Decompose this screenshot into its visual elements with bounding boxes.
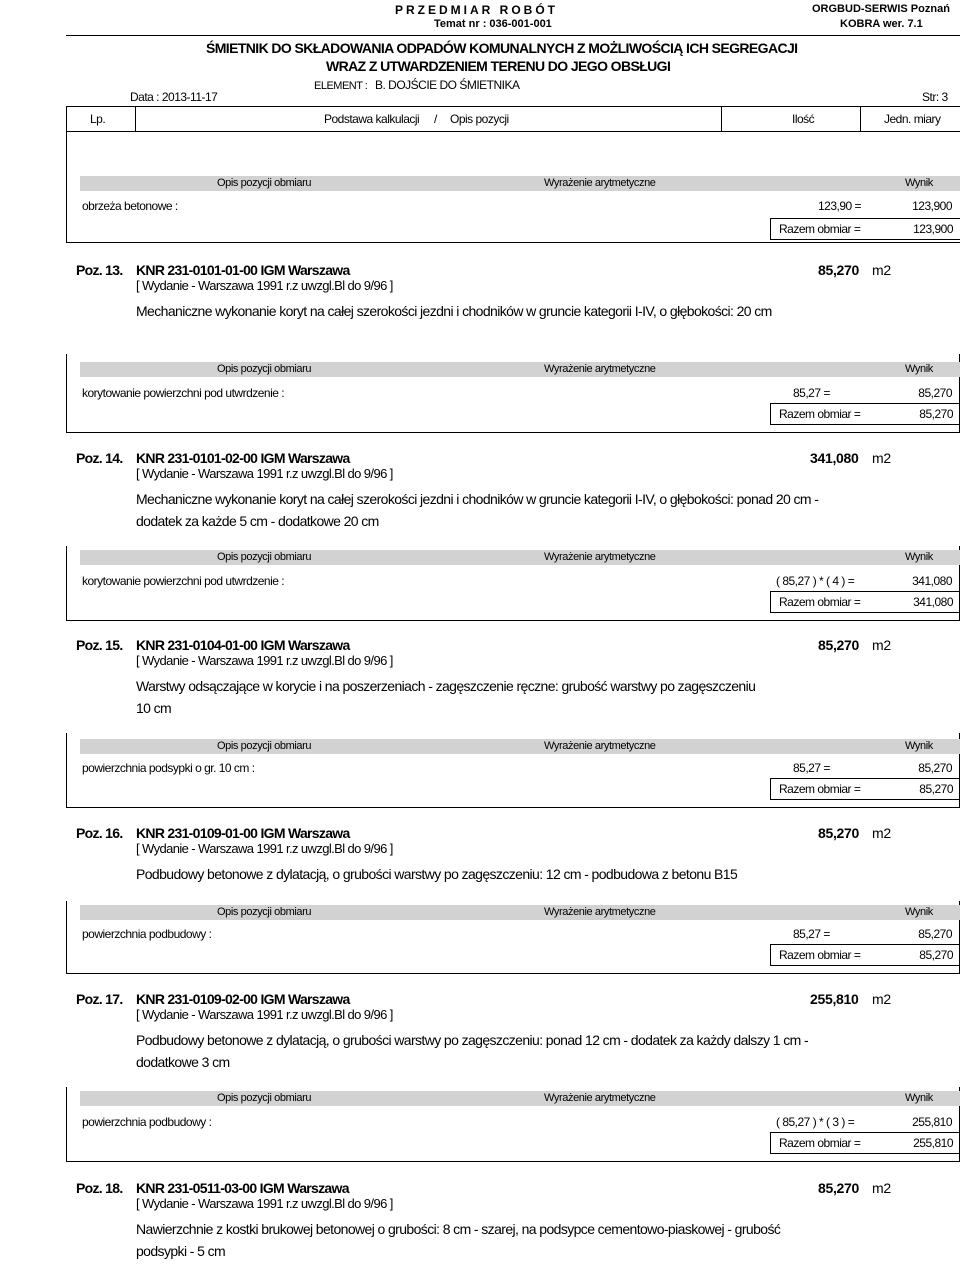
measure-row-label: powierzchnia podsypki o gr. 10 cm : <box>82 761 255 775</box>
element-label: ELEMENT : <box>314 80 368 92</box>
measure-header: Opis pozycji obmiaru Wyrażenie arytmetyczne Wynik <box>80 550 960 565</box>
position-quantity: 85,270 <box>818 262 860 278</box>
measure-row-expression: 85,27 = <box>793 386 830 400</box>
document-date: Data : 2013-11-17 <box>130 90 218 104</box>
measure-header: Opis pozycji obmiaru Wyrażenie arytmetyczne Wynik <box>80 176 960 191</box>
position-unit: m2 <box>872 637 891 653</box>
position-number: Poz. 16. <box>76 825 123 841</box>
measure-header: Opis pozycji obmiaru Wyrażenie arytmetyczne Wynik <box>80 1091 960 1106</box>
measure-row-label: korytowanie powierzchni pod utwrdzenie : <box>82 574 285 588</box>
position-code: KNR 231-0101-01-00 IGM Warszawa <box>136 262 350 278</box>
position-edition: [ Wydanie - Warszawa 1991 r.z uwzgl.Bl do 9/96 ] <box>136 1196 393 1211</box>
measure-row-expression: 123,90 = <box>818 199 862 213</box>
measure-row-expression: ( 85,27 ) * ( 3 ) = <box>776 1115 855 1129</box>
position-code: KNR 231-0109-01-00 IGM Warszawa <box>136 825 350 841</box>
project-title-line-2: WRAZ Z UTWARDZENIEM TERENU DO JEGO OBSŁUGI <box>326 58 671 74</box>
project-title-line-1: ŚMIETNIK DO SKŁADOWANIA ODPADÓW KOMUNALNYCH Z MOŻLIWOŚCIĄ ICH SEGREGACJI <box>206 40 798 56</box>
measure-header: Opis pozycji obmiaru Wyrażenie arytmetyczne Wynik <box>80 739 960 754</box>
header-divider <box>66 35 960 36</box>
total-box: Razem obmiar = 123,900 <box>770 218 960 240</box>
column-separator: / <box>434 112 437 126</box>
measure-row-expression: 85,27 = <box>793 761 830 775</box>
total-box: Razem obmiar = 255,810 <box>770 1132 960 1154</box>
position-number: Poz. 18. <box>76 1180 123 1196</box>
position-description: Warstwy odsączające w korycie i na poszerzeniach - zagęszczenie ręczne: grubość warstwy po zagęszczeniu 10 cm <box>136 678 756 716</box>
position-unit: m2 <box>872 825 891 841</box>
topic-number: Temat nr : 036-001-001 <box>434 18 552 30</box>
column-description: Opis pozycji <box>450 112 509 126</box>
total-box: Razem obmiar = 85,270 <box>770 403 960 425</box>
position-description: Nawierzchnie z kostki brukowej betonowej o grubości: 8 cm - szarej, na podsypce cementowo-piaskowej - grubość podsypki - 5 cm <box>136 1221 781 1259</box>
position-number: Poz. 15. <box>76 637 123 653</box>
measure-row-label: korytowanie powierzchni pod utwrdzenie : <box>82 386 285 400</box>
measure-header: Opis pozycji obmiaru Wyrażenie arytmetyczne Wynik <box>80 905 960 920</box>
measure-row-result: 255,810 <box>912 1115 952 1129</box>
position-13 <box>66 262 960 432</box>
measure-header: Opis pozycji obmiaru Wyrażenie arytmetyczne Wynik <box>80 362 960 377</box>
carryover-block <box>66 132 960 243</box>
position-edition: [ Wydanie - Warszawa 1991 r.z uwzgl.Bl do 9/96 ] <box>136 1007 393 1022</box>
position-quantity: 85,270 <box>818 1180 860 1196</box>
measure-row-result: 341,080 <box>912 574 952 588</box>
position-description: Podbudowy betonowe z dylatacją, o grubości warstwy po zagęszczeniu: ponad 12 cm - dodatek za każdy dalszy 1 cm - dodatkowe 3 cm <box>136 1032 809 1070</box>
measure-row-result: 85,270 <box>918 761 952 775</box>
column-basis: Podstawa kalkulacji <box>324 112 420 126</box>
total-box: Razem obmiar = 341,080 <box>770 591 960 613</box>
position-unit: m2 <box>872 262 891 278</box>
element-value: B. DOJŚCIE DO ŚMIETNIKA <box>375 78 520 92</box>
position-description: Mechaniczne wykonanie koryt na całej szerokości jezdni i chodników w gruncie kategorii I-IV, o głębokości: ponad 20 cm - dodatek za każde 5 cm - dodatkowe 20 cm <box>136 491 819 529</box>
position-code: KNR 231-0101-02-00 IGM Warszawa <box>136 450 350 466</box>
position-17 <box>66 991 960 1161</box>
position-number: Poz. 17. <box>76 991 123 1007</box>
position-description: Podbudowy betonowe z dylatacją, o grubości warstwy po zagęszczeniu: 12 cm - podbudowa z betonu B15 <box>136 866 738 882</box>
position-edition: [ Wydanie - Warszawa 1991 r.z uwzgl.Bl do 9/96 ] <box>136 841 393 856</box>
position-edition: [ Wydanie - Warszawa 1991 r.z uwzgl.Bl do 9/96 ] <box>136 466 393 481</box>
position-quantity: 85,270 <box>818 637 860 653</box>
position-code: KNR 231-0511-03-00 IGM Warszawa <box>136 1180 349 1196</box>
company-name: ORGBUD-SERWIS Poznań <box>812 3 950 15</box>
measure-row-result: 85,270 <box>918 927 952 941</box>
total-box: Razem obmiar = 85,270 <box>770 944 960 966</box>
position-unit: m2 <box>872 450 891 466</box>
measure-row-label: powierzchnia podbudowy : <box>82 927 212 941</box>
measure-row-result: 85,270 <box>918 386 952 400</box>
position-15 <box>66 637 960 807</box>
position-code: KNR 231-0104-01-00 IGM Warszawa <box>136 637 350 653</box>
position-18 <box>66 1180 960 1260</box>
column-quantity: Ilość <box>792 112 815 126</box>
position-quantity: 341,080 <box>810 450 859 466</box>
position-code: KNR 231-0109-02-00 IGM Warszawa <box>136 991 350 1007</box>
position-number: Poz. 14. <box>76 450 123 466</box>
column-unit: Jedn. miary <box>884 112 941 126</box>
document-title: PRZEDMIAR ROBÓT <box>395 3 558 17</box>
page-number: Str: 3 <box>922 90 948 104</box>
position-14 <box>66 450 960 620</box>
position-quantity: 85,270 <box>818 825 860 841</box>
position-description: Mechaniczne wykonanie koryt na całej szerokości jezdni i chodników w gruncie kategorii I-IV, o głębokości: 20 cm <box>136 303 772 319</box>
column-lp: Lp. <box>90 112 106 126</box>
total-box: Razem obmiar = 85,270 <box>770 778 960 800</box>
measure-row-label: obrzeża betonowe : <box>82 199 178 213</box>
software-version: KOBRA wer. 7.1 <box>840 18 923 30</box>
position-quantity: 255,810 <box>810 991 859 1007</box>
measure-row-expression: ( 85,27 ) * ( 4 ) = <box>776 574 855 588</box>
position-unit: m2 <box>872 991 891 1007</box>
position-edition: [ Wydanie - Warszawa 1991 r.z uwzgl.Bl do 9/96 ] <box>136 653 393 668</box>
columns-top-line <box>66 106 960 107</box>
measure-row-result: 123,900 <box>912 199 952 213</box>
position-edition: [ Wydanie - Warszawa 1991 r.z uwzgl.Bl do 9/96 ] <box>136 278 393 293</box>
position-unit: m2 <box>872 1180 891 1196</box>
position-16 <box>66 825 960 973</box>
measure-row-expression: 85,27 = <box>793 927 830 941</box>
position-number: Poz. 13. <box>76 262 123 278</box>
measure-row-label: powierzchnia podbudowy : <box>82 1115 212 1129</box>
